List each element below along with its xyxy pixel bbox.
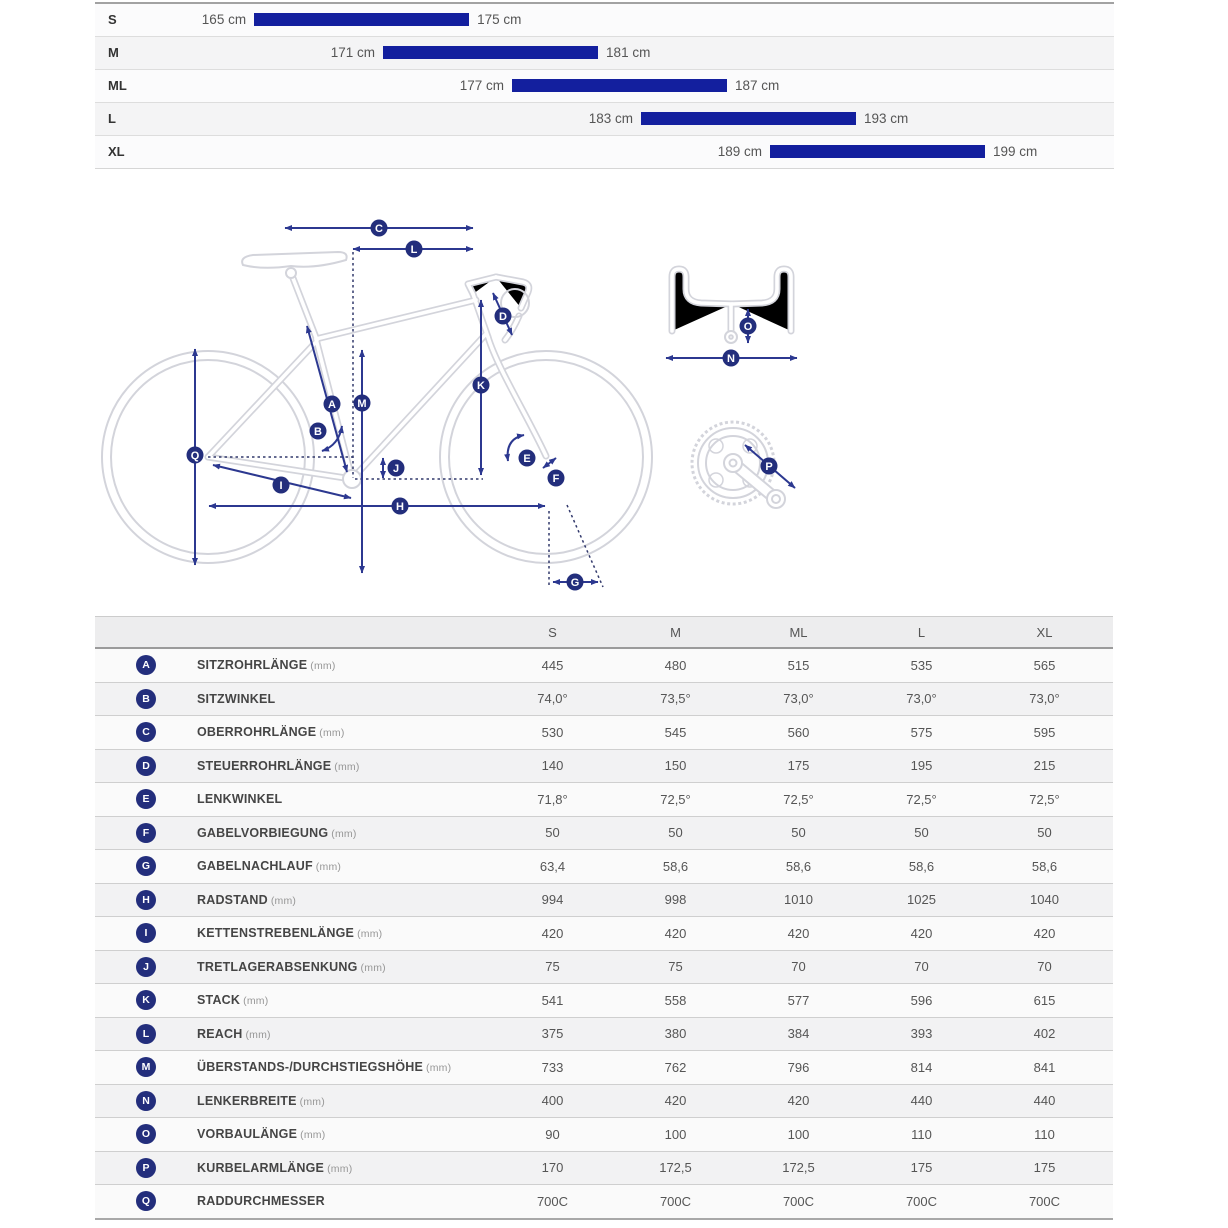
letter-badge: J [136, 957, 156, 977]
column-header-S: S [548, 624, 557, 640]
measurement-label: KURBELARMLÄNGE (mm) [197, 1160, 353, 1175]
measurement-value: 595 [1033, 724, 1056, 740]
svg-text:N: N [727, 353, 735, 365]
measurement-value: 380 [664, 1026, 687, 1042]
measurement-value: 558 [664, 992, 687, 1008]
svg-text:K: K [477, 380, 485, 392]
geometry-row-G [95, 849, 1113, 883]
letter-badge: K [136, 990, 156, 1010]
geometry-row-B [95, 682, 1113, 716]
size-label: ML [108, 78, 127, 93]
size-label: L [108, 111, 116, 126]
measurement-value: 100 [664, 1126, 687, 1142]
geometry-table [95, 616, 1113, 1220]
measurement-value: 700C [782, 1193, 815, 1209]
geometry-row-F [95, 816, 1113, 850]
height-range-bar [641, 112, 856, 125]
measurement-label: TRETLAGERABSENKUNG (mm) [197, 959, 386, 974]
measurement-value: 50 [545, 825, 560, 841]
measurement-value: 75 [668, 959, 683, 975]
letter-badge: F [136, 823, 156, 843]
size-row-M [95, 36, 1114, 69]
measurement-label: ÜBERSTANDS-/DURCHSTIEGSHÖHE (mm) [197, 1060, 452, 1075]
svg-text:Q: Q [190, 450, 200, 462]
diagram-badge-C [371, 220, 388, 237]
unit-label: (mm) [315, 861, 342, 874]
measurement-value: 175 [787, 758, 810, 774]
measurement-value: 63,4 [539, 858, 566, 874]
measurement-value: 110 [911, 1126, 932, 1142]
geometry-row-J [95, 950, 1113, 984]
svg-text:I: I [279, 480, 283, 492]
measurement-value: 58,6 [1031, 858, 1058, 874]
min-height-label: 171 cm [330, 45, 376, 60]
diagram-badge-N [723, 350, 740, 367]
size-row-S [95, 4, 1114, 36]
measurement-value: 50 [668, 825, 683, 841]
geometry-row-L [95, 1017, 1113, 1051]
measurement-label: STEUERROHRLÄNGE (mm) [197, 758, 360, 773]
measurement-value: 596 [910, 992, 933, 1008]
geometry-row-M [95, 1050, 1113, 1084]
unit-label: (mm) [331, 827, 357, 840]
max-height-label: 199 cm [993, 144, 1038, 159]
svg-text:C: C [375, 223, 383, 235]
measurement-value: 90 [545, 1126, 560, 1142]
unit-label: (mm) [299, 1095, 325, 1108]
geometry-table-body [95, 649, 1113, 1218]
geometry-row-P [95, 1151, 1113, 1185]
size-row-ML [95, 69, 1114, 102]
unit-label: (mm) [270, 894, 297, 907]
measurement-label: VORBAULÄNGE (mm) [197, 1127, 326, 1142]
measurement-value: 58,6 [908, 858, 935, 874]
measurement-value: 74,0° [537, 691, 568, 707]
letter-badge: P [136, 1158, 156, 1178]
measurement-value: 72,5° [660, 791, 691, 807]
geometry-row-A [95, 649, 1113, 682]
unit-label: (mm) [327, 1162, 353, 1175]
diagram-badge-E [519, 450, 536, 467]
svg-text:E: E [523, 453, 531, 465]
diagram-badge-Q [187, 447, 204, 464]
unit-label: (mm) [360, 961, 386, 974]
letter-badge: C [136, 722, 156, 742]
measurement-value: 700C [659, 1193, 692, 1209]
max-height-label: 193 cm [864, 111, 909, 126]
measurement-value: 1025 [907, 892, 936, 908]
diagram-badge-D [495, 308, 512, 325]
measurement-value: 140 [541, 758, 564, 774]
measurement-value: 73,5° [660, 691, 691, 707]
unit-label: (mm) [334, 760, 360, 773]
max-height-label: 175 cm [477, 12, 522, 27]
saddle-clamp-icon [286, 268, 296, 278]
size-label: XL [108, 144, 125, 159]
measurement-value: 762 [664, 1059, 687, 1075]
min-height-label: 177 cm [459, 78, 505, 93]
measurement-label: SITZROHRLÄNGE (mm) [197, 658, 336, 673]
measurement-value: 175 [1033, 1160, 1056, 1176]
measurement-value: 700C [905, 1193, 938, 1209]
measurement-value: 420 [1033, 925, 1056, 941]
diagram-badge-M [354, 395, 371, 412]
measurement-value: 1010 [784, 892, 813, 908]
measurement-value: 58,6 [785, 858, 812, 874]
saddle-icon [242, 252, 347, 268]
diagram-badge-H [392, 498, 409, 515]
measurement-value: 440 [910, 1093, 933, 1109]
measurement-value: 420 [664, 1093, 687, 1109]
measurement-label: RADDURCHMESSER [197, 1194, 325, 1209]
measurement-value: 75 [545, 959, 560, 975]
diagram-badge-P [761, 458, 778, 475]
arrow-F-fork-offset [543, 458, 556, 468]
geometry-row-Q [95, 1184, 1113, 1218]
measurement-label: OBERROHRLÄNGE (mm) [197, 725, 345, 740]
measurement-value: 545 [664, 724, 687, 740]
measurement-value: 402 [1033, 1026, 1056, 1042]
measurement-value: 814 [910, 1059, 933, 1075]
measurement-value: 515 [787, 657, 810, 673]
measurement-value: 841 [1033, 1059, 1056, 1075]
letter-badge: I [136, 923, 156, 943]
measurement-value: 994 [541, 892, 564, 908]
bike-diagram-svg [95, 190, 1114, 610]
diagram-badge-O [740, 318, 757, 335]
measurement-value: 172,5 [782, 1160, 815, 1176]
measurement-value: 700C [1028, 1193, 1061, 1209]
unit-label: (mm) [300, 1129, 326, 1142]
measurement-value: 50 [1037, 825, 1052, 841]
geometry-row-I [95, 916, 1113, 950]
diagram-badge-J [388, 460, 405, 477]
geometry-row-N [95, 1084, 1113, 1118]
diagram-badge-G [567, 574, 584, 591]
measurement-value: 58,6 [662, 858, 689, 874]
measurement-value: 420 [787, 1093, 810, 1109]
geometry-diagram [95, 190, 1114, 610]
diagram-badge-A [324, 396, 341, 413]
letter-badge: O [136, 1124, 156, 1144]
measurement-label: KETTENSTREBENLÄNGE (mm) [197, 926, 383, 941]
column-header-ML: ML [789, 624, 808, 640]
measurement-value: 70 [791, 959, 806, 975]
unit-label: (mm) [426, 1062, 452, 1075]
letter-badge: N [136, 1091, 156, 1111]
bottom-bracket-icon [343, 470, 361, 488]
geometry-table-header [95, 617, 1113, 649]
diagram-badge-B [310, 423, 327, 440]
geometry-row-H [95, 883, 1113, 917]
svg-text:D: D [499, 311, 507, 323]
measurement-value: 150 [664, 758, 687, 774]
measurement-value: 172,5 [659, 1160, 692, 1176]
min-height-label: 165 cm [201, 12, 247, 27]
measurement-value: 375 [541, 1026, 564, 1042]
svg-text:G: G [570, 577, 580, 589]
height-range-bar [254, 13, 469, 26]
measurement-label: SITZWINKEL [197, 691, 276, 706]
letter-badge: B [136, 689, 156, 709]
letter-badge: M [136, 1057, 156, 1077]
measurement-value: 615 [1033, 992, 1056, 1008]
measurement-value: 50 [914, 825, 929, 841]
measurement-value: 70 [1037, 959, 1052, 975]
measurement-label: REACH (mm) [197, 1026, 271, 1041]
column-header-XL: XL [1036, 624, 1053, 640]
measurement-value: 73,0° [1029, 691, 1060, 707]
measurement-label: RADSTAND (mm) [197, 892, 297, 907]
column-header-L: L [917, 624, 926, 640]
letter-badge: H [136, 890, 156, 910]
measurement-value: 50 [791, 825, 806, 841]
measurement-value: 100 [787, 1126, 810, 1142]
measurement-value: 535 [910, 657, 933, 673]
measurement-value: 400 [541, 1093, 564, 1109]
letter-badge: L [136, 1024, 156, 1044]
measurement-value: 733 [541, 1059, 564, 1075]
measurement-value: 420 [541, 925, 564, 941]
measurement-value: 560 [787, 724, 810, 740]
svg-text:B: B [314, 426, 322, 438]
measurement-value: 420 [664, 925, 687, 941]
column-header-M: M [670, 624, 681, 640]
geometry-row-O [95, 1117, 1113, 1151]
diagram-badge-L [406, 241, 423, 258]
measurement-value: 72,5° [906, 791, 937, 807]
letter-badge: G [136, 856, 156, 876]
measurement-value: 71,8° [537, 791, 568, 807]
diagram-badge-K [473, 377, 490, 394]
size-row-L [95, 102, 1114, 135]
svg-text:F: F [552, 473, 560, 485]
measurement-value: 72,5° [783, 791, 814, 807]
measurement-value: 565 [1033, 657, 1056, 673]
geometry-row-K [95, 983, 1113, 1017]
svg-text:A: A [328, 399, 336, 411]
measurement-value: 480 [664, 657, 687, 673]
letter-badge: D [136, 756, 156, 776]
measurement-value: 110 [1034, 1126, 1055, 1142]
height-range-bar [512, 79, 727, 92]
measurement-value: 420 [910, 925, 933, 941]
letter-badge: Q [136, 1191, 156, 1211]
diagram-badge-I [273, 477, 290, 494]
max-height-label: 187 cm [735, 78, 780, 93]
letter-badge: A [136, 655, 156, 675]
diagram-badge-F [548, 470, 565, 487]
height-range-bar [383, 46, 598, 59]
max-height-label: 181 cm [606, 45, 651, 60]
measurement-value: 575 [910, 724, 933, 740]
size-label: M [108, 45, 119, 60]
unit-label: (mm) [357, 928, 383, 941]
geometry-row-C [95, 715, 1113, 749]
measurement-value: 384 [787, 1026, 810, 1042]
svg-text:L: L [410, 244, 418, 256]
measurement-value: 175 [910, 1160, 933, 1176]
size-row-XL [95, 135, 1114, 168]
geometry-row-D [95, 749, 1113, 783]
svg-text:O: O [743, 321, 753, 333]
measurement-value: 72,5° [1029, 791, 1060, 807]
min-height-label: 189 cm [717, 144, 763, 159]
measurement-value: 700C [536, 1193, 569, 1209]
svg-text:J: J [392, 463, 400, 475]
unit-label: (mm) [243, 995, 269, 1008]
rider-height-size-chart [95, 2, 1114, 169]
geometry-row-E [95, 782, 1113, 816]
measurement-label: GABELVORBIEGUNG (mm) [197, 825, 357, 840]
measurement-value: 215 [1033, 758, 1056, 774]
svg-text:H: H [396, 501, 404, 513]
unit-label: (mm) [245, 1028, 271, 1041]
measurement-label: GABELNACHLAUF (mm) [197, 859, 342, 874]
measurement-label: LENKWINKEL [197, 792, 283, 807]
measurement-value: 530 [541, 724, 564, 740]
measurement-value: 1040 [1030, 892, 1059, 908]
measurement-value: 393 [910, 1026, 933, 1042]
measurement-value: 170 [541, 1160, 564, 1176]
svg-text:P: P [765, 461, 773, 473]
stem-top-view-icon [725, 331, 737, 343]
measurement-value: 541 [541, 992, 564, 1008]
unit-label: (mm) [319, 727, 345, 740]
measurement-value: 70 [914, 959, 929, 975]
measurement-value: 73,0° [906, 691, 937, 707]
min-height-label: 183 cm [588, 111, 634, 126]
measurement-value: 440 [1033, 1093, 1056, 1109]
measurement-label: STACK (mm) [197, 993, 269, 1008]
measurement-value: 420 [787, 925, 810, 941]
measurement-value: 998 [664, 892, 687, 908]
measurement-label: LENKERBREITE (mm) [197, 1093, 325, 1108]
letter-badge: E [136, 789, 156, 809]
measurement-value: 445 [541, 657, 564, 673]
unit-label: (mm) [310, 660, 336, 673]
size-label: S [108, 12, 117, 27]
height-range-bar [770, 145, 985, 158]
measurement-value: 796 [787, 1059, 810, 1075]
svg-text:M: M [357, 398, 367, 410]
measurement-value: 195 [910, 758, 933, 774]
measurement-value: 577 [787, 992, 810, 1008]
measurement-value: 73,0° [783, 691, 814, 707]
